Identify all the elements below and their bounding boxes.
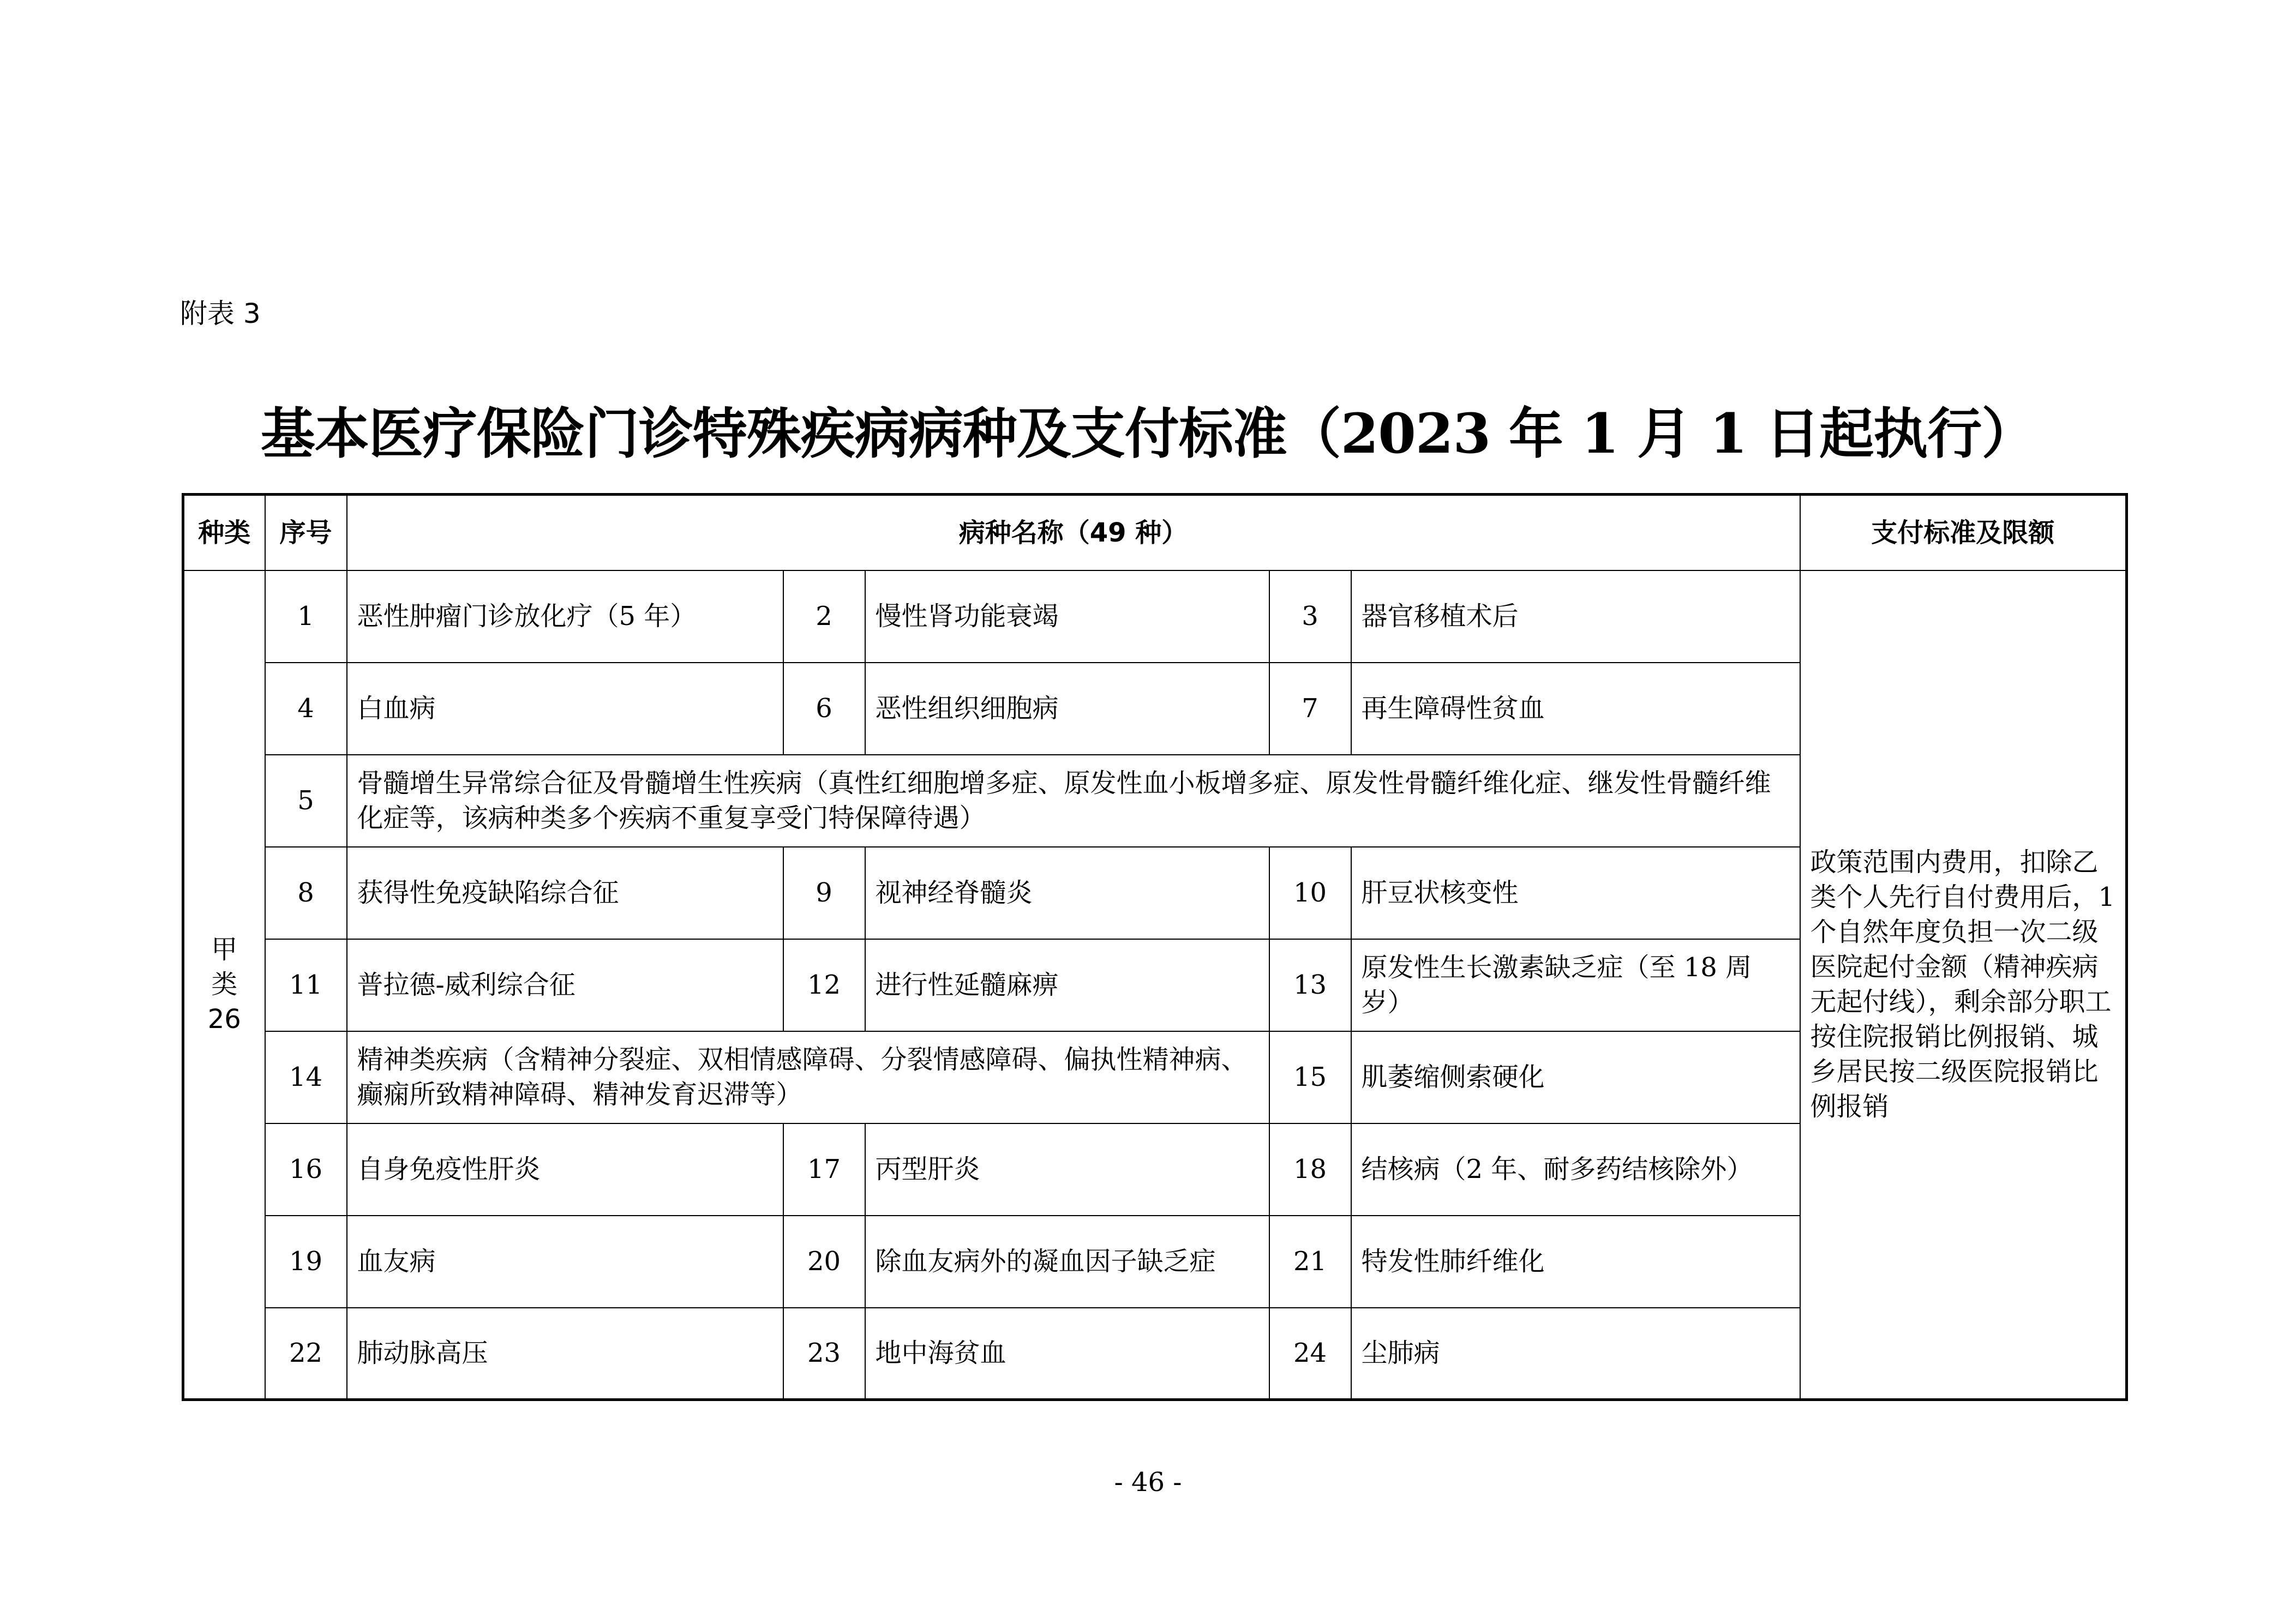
seq-cell: 11	[265, 939, 347, 1031]
category-line: 甲	[211, 934, 238, 965]
header-category: 种类	[183, 495, 265, 570]
disease-cell: 除血友病外的凝血因子缺乏症	[865, 1216, 1269, 1308]
header-disease-name: 病种名称（49 种）	[347, 495, 1800, 570]
disease-cell: 特发性肺纤维化	[1351, 1216, 1800, 1308]
disease-cell: 获得性免疫缺陷综合征	[347, 847, 783, 939]
table-row	[183, 570, 2127, 663]
disease-cell: 肝豆状核变性	[1351, 847, 1800, 939]
header-seq: 序号	[265, 495, 347, 570]
seq-cell: 7	[1269, 663, 1351, 755]
seq-cell: 20	[783, 1216, 865, 1308]
seq-cell: 4	[265, 663, 347, 755]
seq-cell: 3	[1269, 570, 1351, 663]
seq-cell: 15	[1269, 1031, 1351, 1123]
disease-cell: 丙型肝炎	[865, 1123, 1269, 1216]
seq-cell: 19	[265, 1216, 347, 1308]
disease-cell: 骨髓增生异常综合征及骨髓增生性疾病（真性红细胞增多症、原发性血小板增多症、原发性骨髓纤维化症、继发性骨髓纤维化症等，该病种类多个疾病不重复享受门特保障待遇）	[347, 755, 1800, 847]
disease-cell: 尘肺病	[1351, 1308, 1800, 1400]
header-payment: 支付标准及限额	[1800, 495, 2127, 570]
seq-cell: 8	[265, 847, 347, 939]
category-line: 类	[211, 969, 238, 1000]
category-cell-a	[183, 570, 265, 1400]
disease-cell: 进行性延髓麻痹	[865, 939, 1269, 1031]
disease-cell: 肺动脉高压	[347, 1308, 783, 1400]
disease-cell: 精神类疾病（含精神分裂症、双相情感障碍、分裂情感障碍、偏执性精神病、癫痫所致精神障碍、精神发育迟滞等）	[347, 1031, 1269, 1123]
category-count: 26	[207, 1004, 241, 1035]
disease-cell: 普拉德-威利综合征	[347, 939, 783, 1031]
disease-cell: 再生障碍性贫血	[1351, 663, 1800, 755]
disease-cell: 器官移植术后	[1351, 570, 1800, 663]
disease-cell: 恶性组织细胞病	[865, 663, 1269, 755]
seq-cell: 9	[783, 847, 865, 939]
disease-payment-table	[182, 493, 2128, 1401]
seq-cell: 5	[265, 755, 347, 847]
seq-cell: 16	[265, 1123, 347, 1216]
disease-cell: 原发性生长激素缺乏症（至 18 周岁）	[1351, 939, 1800, 1031]
seq-cell: 24	[1269, 1308, 1351, 1400]
seq-cell: 18	[1269, 1123, 1351, 1216]
table-header-row	[183, 495, 2127, 570]
annex-label: 附表 3	[180, 298, 261, 329]
disease-cell: 自身免疫性肝炎	[347, 1123, 783, 1216]
seq-cell: 23	[783, 1308, 865, 1400]
seq-cell: 17	[783, 1123, 865, 1216]
disease-cell: 结核病（2 年、耐多药结核除外）	[1351, 1123, 1800, 1216]
disease-cell: 白血病	[347, 663, 783, 755]
disease-cell: 视神经脊髓炎	[865, 847, 1269, 939]
disease-cell: 肌萎缩侧索硬化	[1351, 1031, 1800, 1123]
document-title: 基本医疗保险门诊特殊疾病病种及支付标准（2023 年 1 月 1 日起执行）	[260, 401, 2036, 466]
seq-cell: 6	[783, 663, 865, 755]
payment-standard-cell: 政策范围内费用，扣除乙类个人先行自付费用后，1 个自然年度负担一次二级医院起付金额（精神疾病无起付线），剩余部分职工按住院报销比例报销、城乡居民按二级医院报销比例报销	[1800, 570, 2127, 1400]
seq-cell: 1	[265, 570, 347, 663]
seq-cell: 12	[783, 939, 865, 1031]
seq-cell: 10	[1269, 847, 1351, 939]
seq-cell: 22	[265, 1308, 347, 1400]
disease-cell: 血友病	[347, 1216, 783, 1308]
seq-cell: 2	[783, 570, 865, 663]
disease-cell: 恶性肿瘤门诊放化疗（5 年）	[347, 570, 783, 663]
page-number: - 46 -	[1114, 1467, 1182, 1498]
disease-cell: 地中海贫血	[865, 1308, 1269, 1400]
seq-cell: 13	[1269, 939, 1351, 1031]
seq-cell: 21	[1269, 1216, 1351, 1308]
seq-cell: 14	[265, 1031, 347, 1123]
disease-cell: 慢性肾功能衰竭	[865, 570, 1269, 663]
